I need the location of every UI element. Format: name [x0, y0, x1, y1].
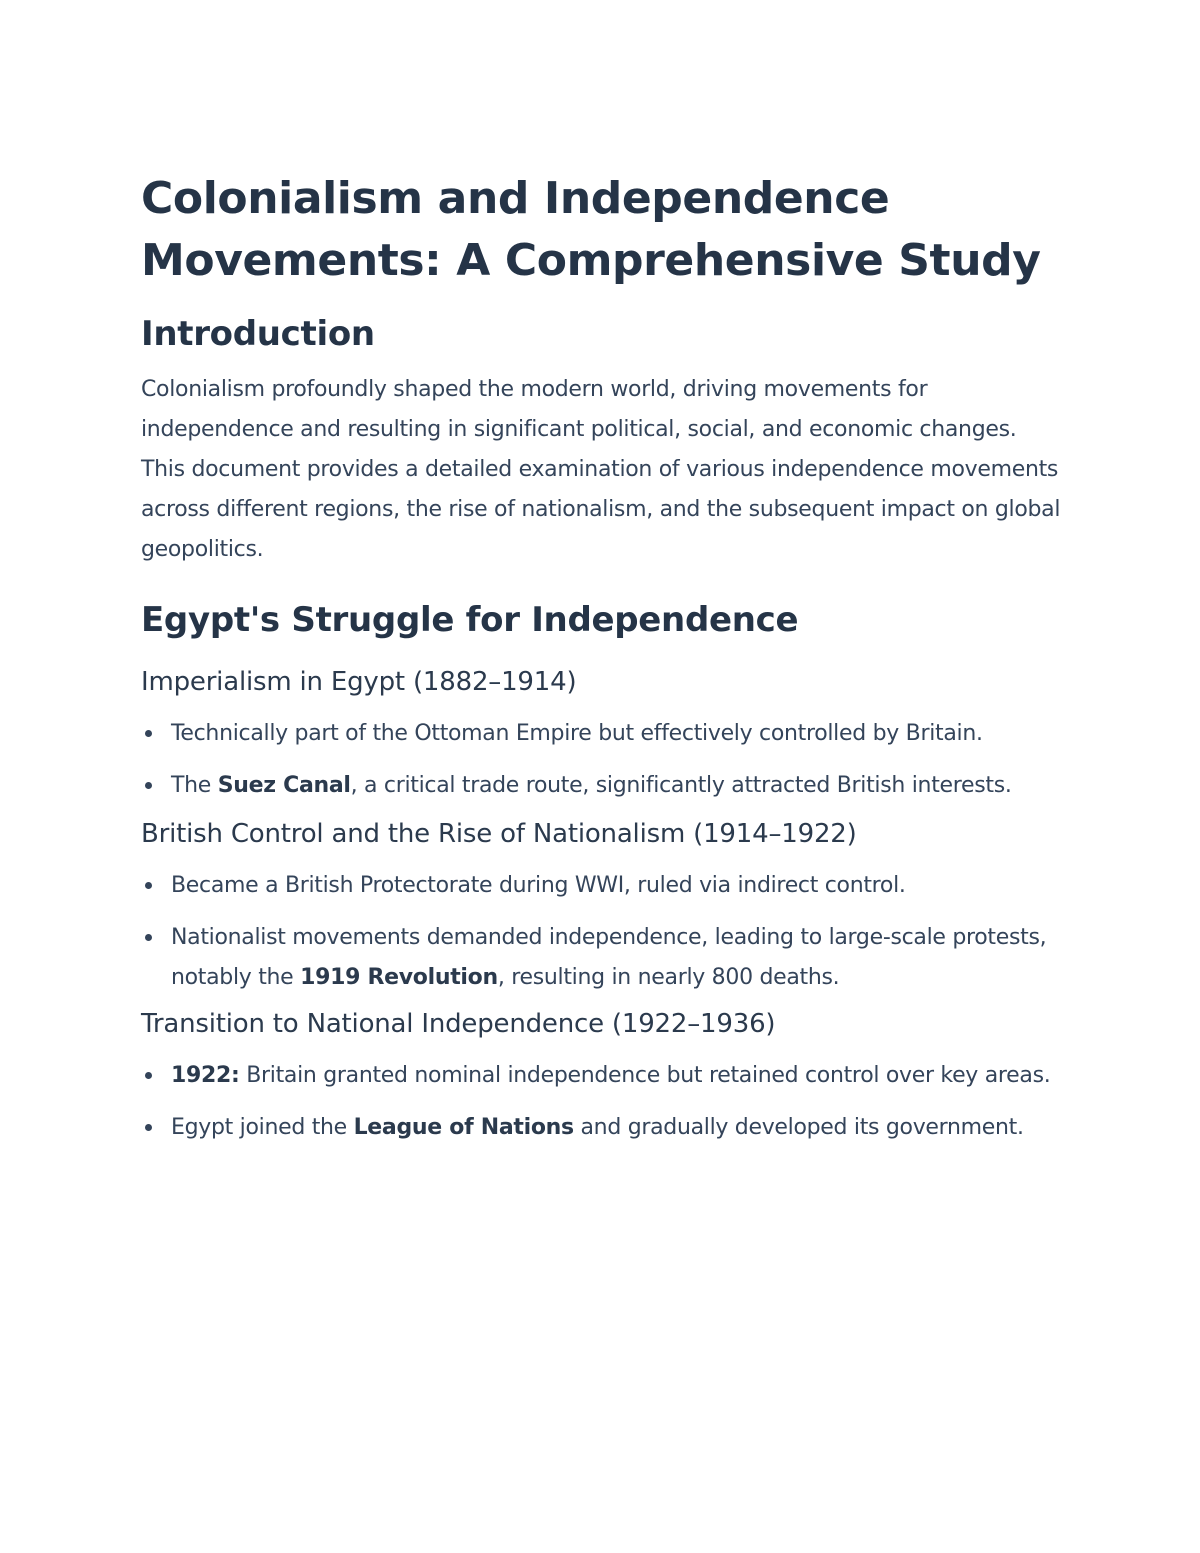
list-item: Technically part of the Ottoman Empire but effectively controlled by Britain.	[141, 714, 1061, 754]
list-item: The Suez Canal, a critical trade route, significantly attracted British interests.	[141, 766, 1061, 806]
bullet-icon	[145, 882, 152, 889]
list-item: 1922: Britain granted nominal independence but retained control over key areas.	[141, 1056, 1061, 1096]
bullet-icon	[145, 1124, 152, 1131]
document-page	[141, 168, 1061, 1148]
bullet-list-imperialism	[141, 714, 1061, 806]
bullet-list-british-control	[141, 866, 1061, 998]
bullet-icon	[145, 934, 152, 941]
subsection-heading-imperialism: Imperialism in Egypt (1882–1914)	[141, 667, 577, 697]
subsection-heading-transition: Transition to National Independence (1922–1936)	[141, 1009, 776, 1039]
list-item: Became a British Protectorate during WWI, ruled via indirect control.	[141, 866, 1061, 906]
egypt-section-heading: Egypt's Struggle for Independence	[141, 600, 799, 640]
introduction-paragraph: Colonialism profoundly shaped the modern world, driving movements for independence and resulting in significant political, social, and economic changes. This document provides a detailed examination of various independence movements across different regions, the rise of nationalism, and the subsequent impact on global geopolitics.	[141, 377, 1061, 562]
subsection-heading-british-control: British Control and the Rise of Nationalism (1914–1922)	[141, 819, 857, 849]
bullet-icon	[145, 782, 152, 789]
bullet-list-transition	[141, 1056, 1061, 1148]
introduction-heading: Introduction	[141, 314, 375, 354]
list-item: Egypt joined the League of Nations and gradually developed its government.	[141, 1108, 1061, 1148]
bullet-icon	[145, 730, 152, 737]
bullet-icon	[145, 1072, 152, 1079]
list-item: Nationalist movements demanded independence, leading to large-scale protests, notably the 1919 Revolution, resulting in nearly 800 deaths.	[141, 918, 1061, 998]
document-title: Colonialism and Independence Movements: A Comprehensive Study	[141, 173, 1041, 286]
